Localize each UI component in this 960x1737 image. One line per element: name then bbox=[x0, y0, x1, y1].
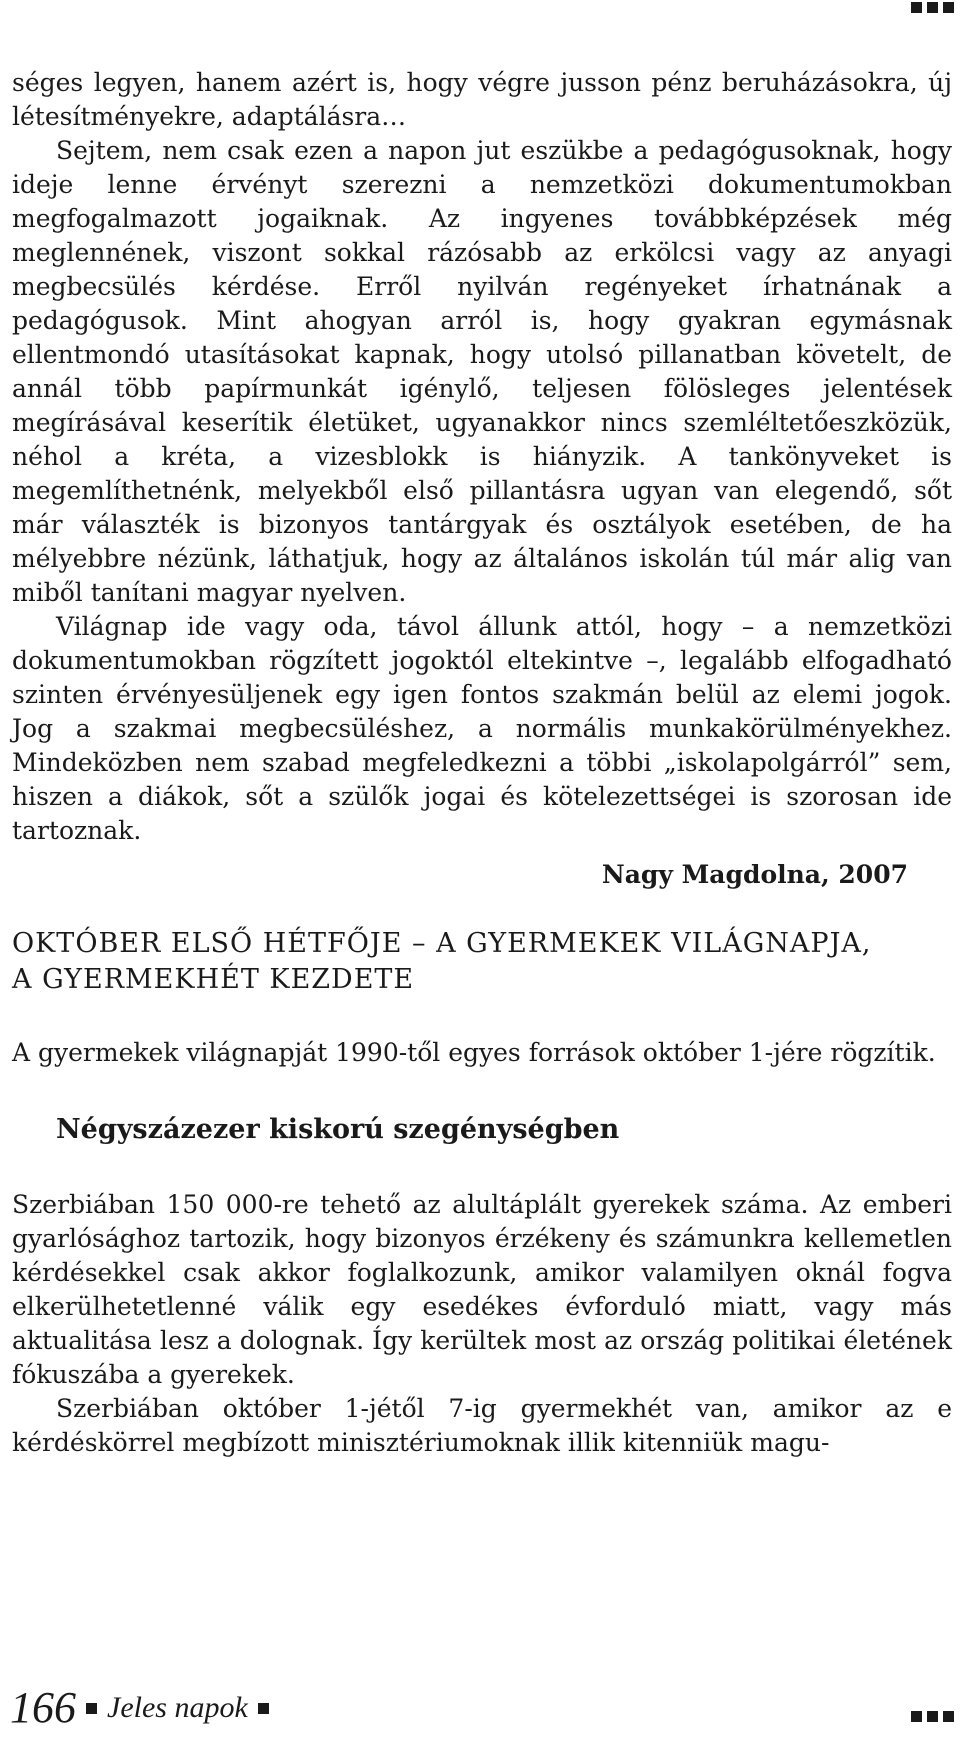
continuation-paragraph: séges legyen, hanem azért is, hogy végre jusson pénz beruházásokra, új létesítményekre, adaptálásra… bbox=[12, 68, 952, 131]
book-title: Jeles napok bbox=[107, 1691, 248, 1724]
subheading: Négyszázezer kiskorú szegénységben bbox=[56, 1114, 620, 1145]
page-body bbox=[12, 66, 952, 1460]
square-ornament bbox=[927, 1711, 938, 1722]
square-ornament bbox=[258, 1703, 269, 1714]
page-footer bbox=[10, 1683, 269, 1732]
square-ornament bbox=[911, 1711, 922, 1722]
section-heading bbox=[12, 926, 952, 998]
section-heading-line: A GYERMEKHÉT KEZDETE bbox=[12, 964, 415, 995]
page-number: 166 bbox=[10, 1683, 76, 1732]
square-ornament bbox=[86, 1703, 97, 1714]
square-ornament bbox=[943, 1711, 954, 1722]
author-signature: Nagy Magdolna, 2007 bbox=[601, 860, 908, 889]
square-ornament bbox=[943, 2, 954, 13]
section-heading-line: OKTÓBER ELSŐ HÉTFŐJE – A GYERMEKEK VILÁGNAPJA, bbox=[12, 928, 872, 959]
square-ornament bbox=[927, 2, 938, 13]
square-ornament bbox=[911, 2, 922, 13]
top-corner-squares bbox=[911, 2, 954, 13]
body-paragraph: Szerbiában 150 000-re tehető az alultáplált gyerekek száma. Az emberi gyarlósághoz tartozik, hogy bizonyos érzékeny és számunkra kellemetlen kérdésekkel csak akkor foglalkozunk, amikor valamilyen oknál fogva elkerülhetetlenné válik egy esedékes évforduló miatt, vagy más aktualitása lesz a dolognak. Így kerültek most az ország politikai életének fókuszába a gyerekek. bbox=[12, 1190, 952, 1389]
body-paragraph: Világnap ide vagy oda, távol állunk attól, hogy – a nemzetközi dokumentumokban rögzített jogoktól eltekintve –, legalább elfogadható szinten érvényesüljenek egy igen fontos szakmán belül az elemi jogok. Jog a szakmai megbecsüléshez, a normális munkakörülményekhez. Mindeközben nem szabad megfeledkezni a többi „iskolapolgárról” sem, hiszen a diákok, sőt a szülők jogai és kötelezettségei is szorosan ide tartoznak. bbox=[12, 612, 952, 845]
body-paragraph: Sejtem, nem csak ezen a napon jut eszükbe a pedagógusoknak, hogy ideje lenne érvényt szerezni a nemzetközi dokumentumokban megfogalmazott jogaiknak. Az ingyenes továbbképzések még meglennének, viszont sokkal rázósabb az erkölcsi vagy az anyagi megbecsülés kérdése. Erről nyilván regényeket írhatnának a pedagógusok. Mint ahogyan arról is, hogy gyakran egymásnak ellentmondó utasításokat kapnak, hogy utolsó pillanatban követelt, de annál több papírmunkát igénylő, teljesen fölösleges jelentések megírásával keserítik életüket, ugyanakkor nincs szemléltetőeszközük, néhol a kréta, a vizesblokk is hiányzik. A tankönyveket is megemlíthetnénk, melyekből első pillantásra ugyan van elegendő, sőt már választék is bizonyos tantárgyak és osztályok esetében, de ha mélyebbre nézünk, láthatjuk, hogy az általános iskolán túl már alig van miből tanítani magyar nyelven. bbox=[12, 136, 952, 607]
body-paragraph: Szerbiában október 1-jétől 7-ig gyermekhét van, amikor az e kérdéskörrel megbízott minisztériumoknak illik kitenniük magu- bbox=[12, 1394, 952, 1457]
bottom-corner-squares bbox=[911, 1711, 954, 1722]
intro-paragraph: A gyermekek világnapját 1990-től egyes források október 1-jére rögzítik. bbox=[12, 1038, 936, 1067]
